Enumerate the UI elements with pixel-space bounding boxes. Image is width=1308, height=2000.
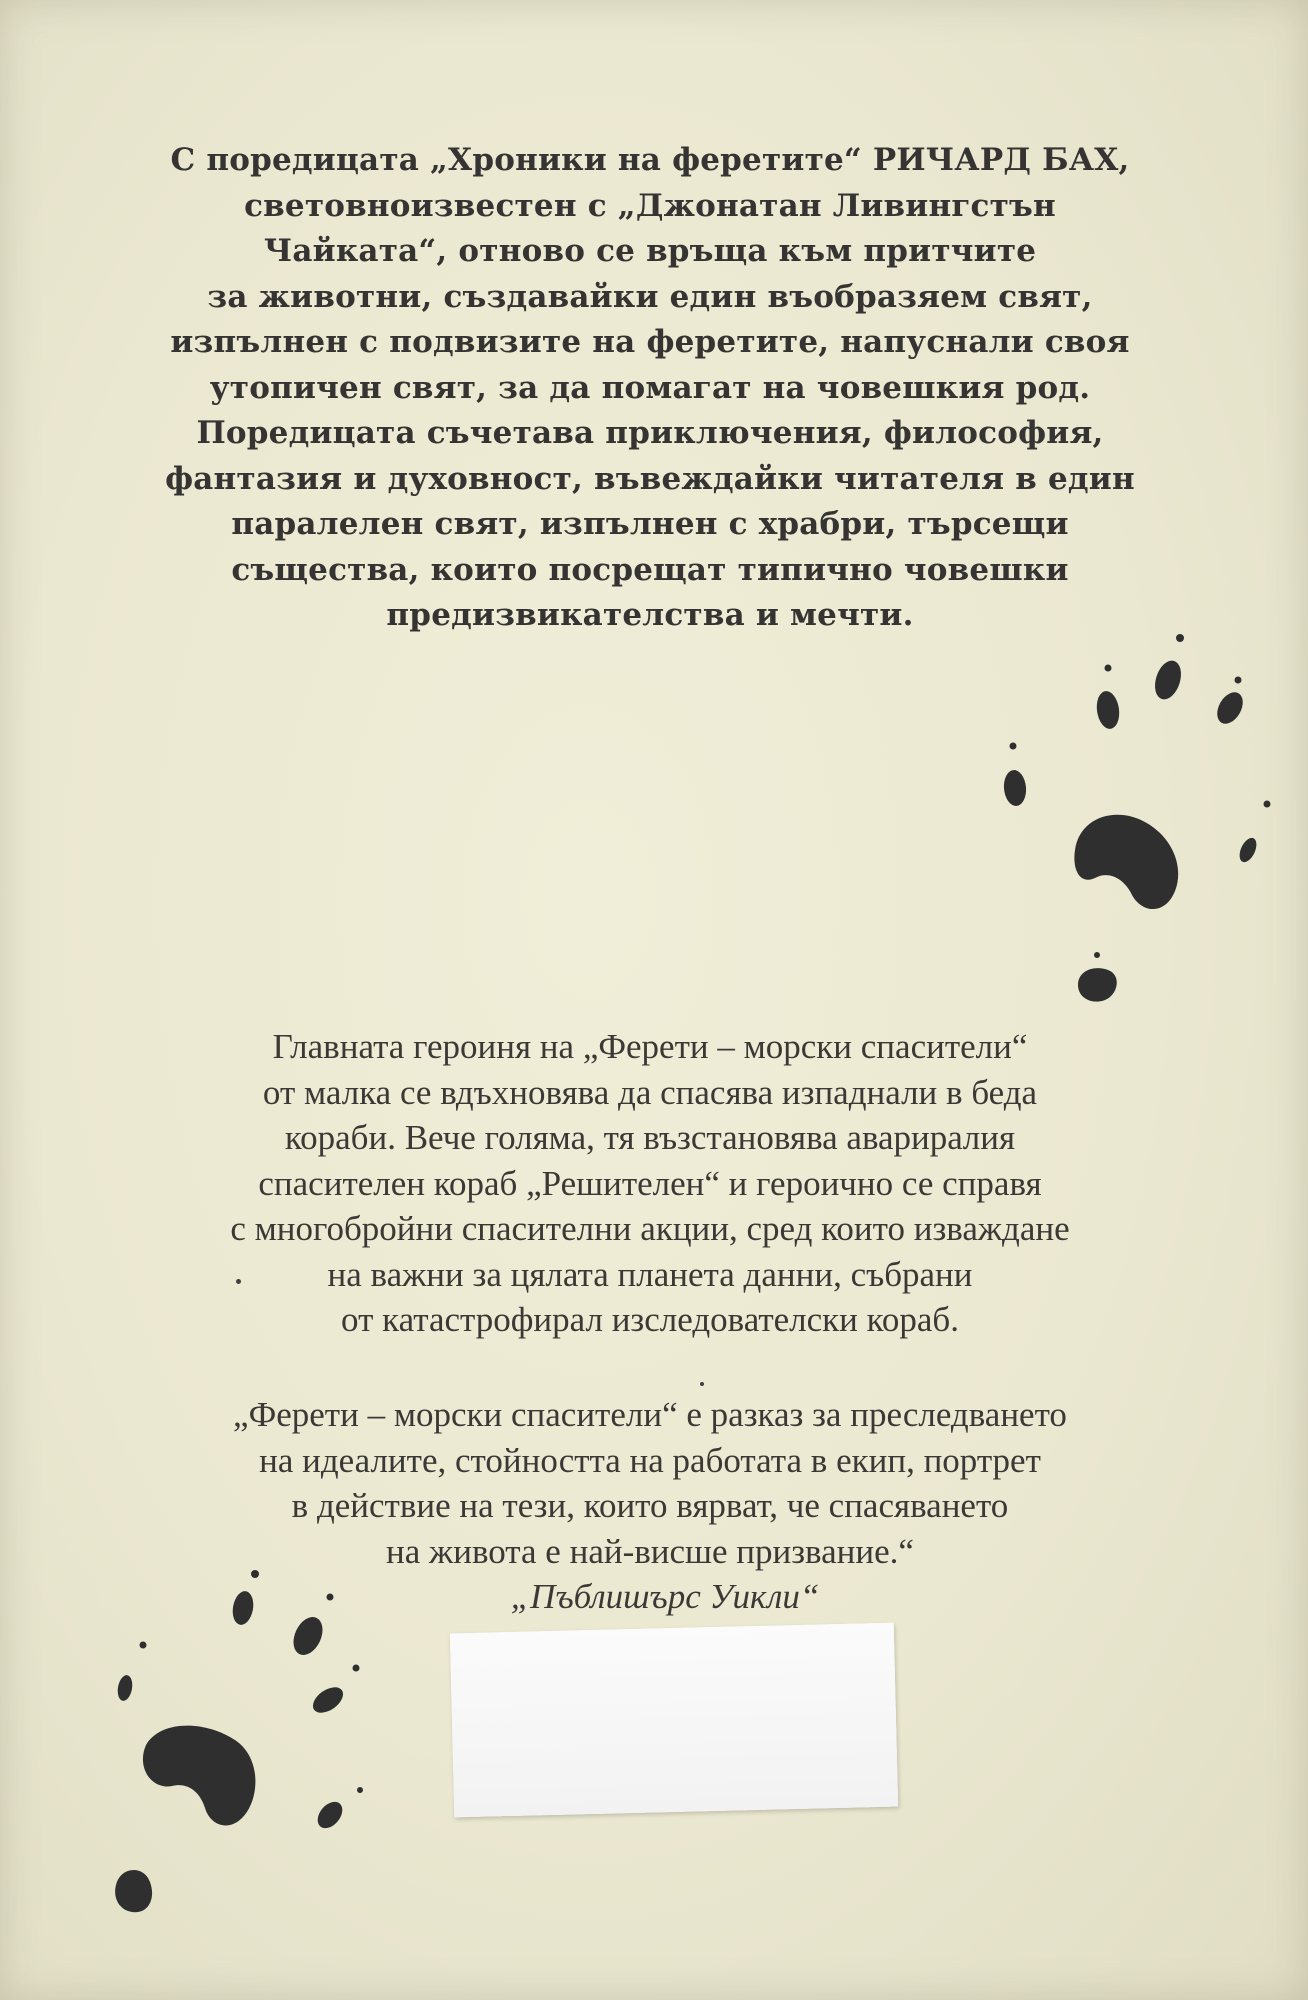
description-line: спасителен кораб „Решителен“ и героично се справя xyxy=(258,1163,1042,1203)
blurb-line: фантазия и духовност, въвеждайки читателя в един xyxy=(165,460,1135,497)
blurb-line: паралелен свят, изпълнен с храбри, търсещи xyxy=(231,506,1069,542)
print-speck xyxy=(236,1279,241,1284)
quote-line: „Ферети – морски спасители“ е разказ за преследването xyxy=(233,1395,1067,1434)
blank-price-sticker xyxy=(450,1623,898,1818)
blurb-line: изпълнен с подвизите на феретите, напуснали своя xyxy=(170,324,1130,360)
blurb-line: Чайката“, отново се връща към притчите xyxy=(263,233,1037,269)
description-line: от малка се вдъхновява да спасява изпаднали в беда xyxy=(262,1072,1038,1112)
paw-print-icon xyxy=(1002,634,1270,1002)
blurb-line: Поредицата съчетава приключения, философия, xyxy=(196,415,1104,451)
book-description xyxy=(110,1024,1190,1343)
blurb-line: предизвикателства и мечти. xyxy=(386,597,914,633)
quote-line: на идеалите, стойността на работата в екип, портрет xyxy=(259,1440,1041,1480)
description-line: кораби. Вече голяма, тя възстановява аварирaлия xyxy=(284,1118,1016,1157)
quote-line: в действие на тези, които вярват, че спасяването xyxy=(291,1486,1009,1525)
blurb-line: С поредицата „Хроники на феретите“ РИЧАРД БАХ, xyxy=(170,142,1130,178)
description-line: от катастрофирал изследователски кораб. xyxy=(341,1300,959,1339)
blurb-line: за животни, създавайки един въобразяем свят, xyxy=(207,278,1093,315)
paw-print-icon xyxy=(115,1570,363,1912)
blurb-line: утопичен свят, за да помагат на човешкия род. xyxy=(209,369,1091,406)
review-quote xyxy=(110,1392,1190,1620)
quote-line: на живота е най-висше призвание.“ xyxy=(386,1531,914,1571)
series-blurb xyxy=(120,138,1180,639)
blurb-line: същества, които посрещат типично човешки xyxy=(231,551,1069,588)
description-line: с многобройни спасителни акции, сред които изваждане xyxy=(230,1209,1070,1248)
print-speck xyxy=(700,1382,704,1386)
blurb-line: световноизвестен с „Джонатан Ливингстън xyxy=(244,187,1056,224)
description-line: Главната героиня на „Ферети – морски спасители“ xyxy=(272,1027,1028,1066)
quote-source: „Пъблишърс Уикли“ xyxy=(510,1577,820,1616)
description-line: на важни за цялата планета данни, събрани xyxy=(327,1254,973,1294)
